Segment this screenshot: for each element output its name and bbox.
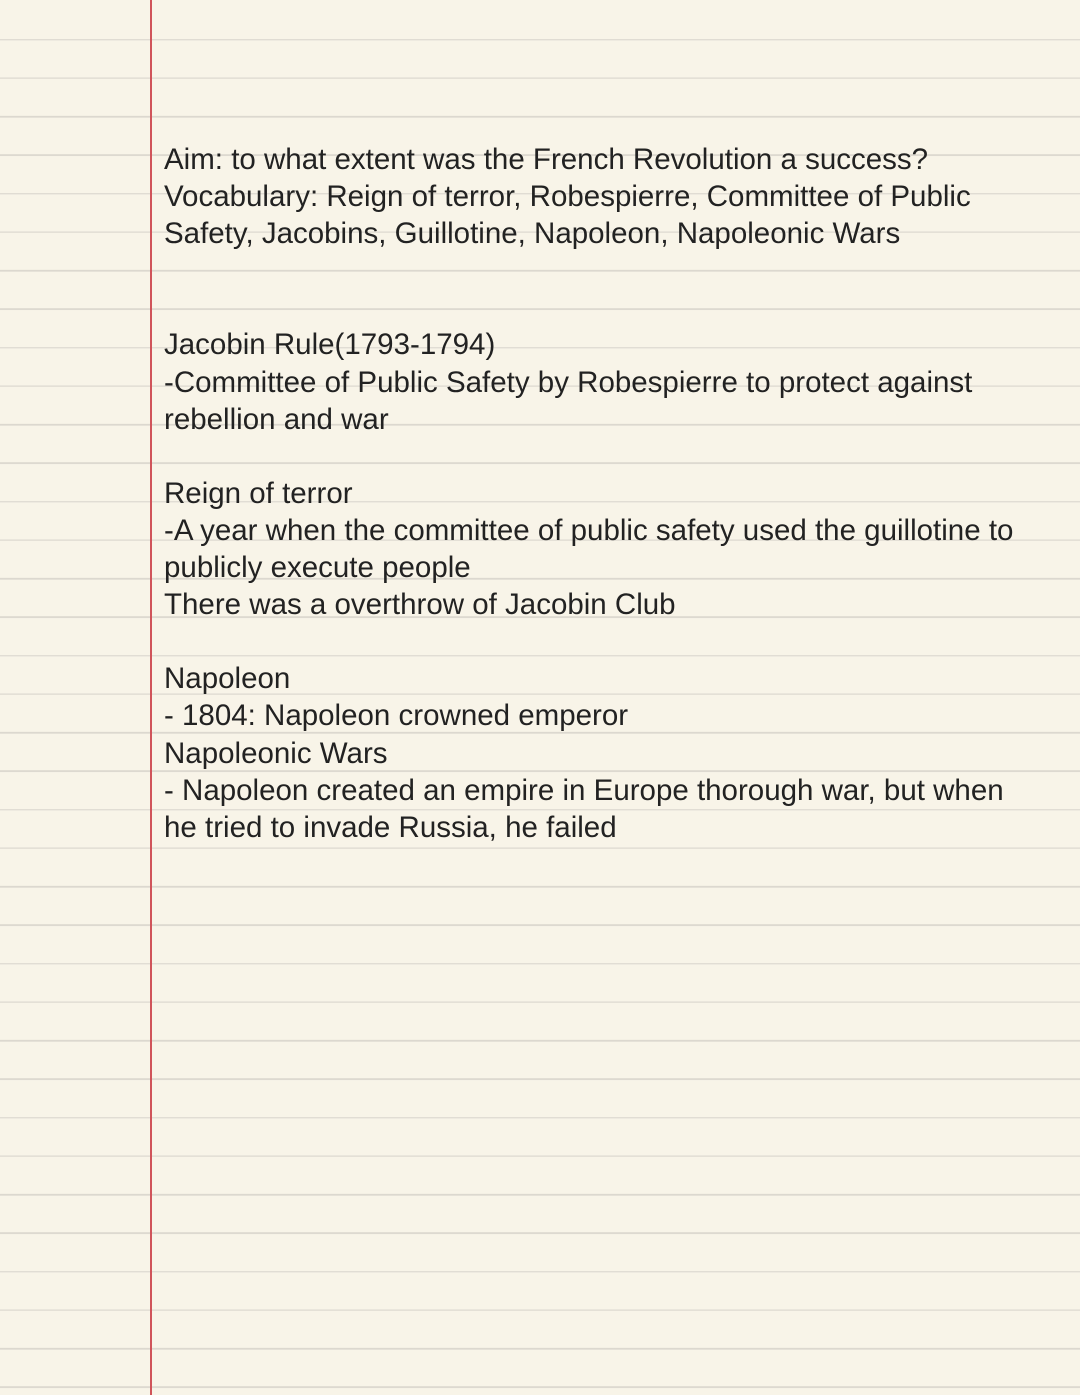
note-body — [164, 141, 1076, 846]
napoleonic-wars-heading: Napoleonic Wars — [164, 736, 388, 770]
terror-heading: Reign of terror — [164, 476, 353, 510]
vocabulary-line: Safety, Jacobins, Guillotine, Napoleon, Napoleonic Wars — [164, 217, 901, 251]
terror-line: publicly execute people — [164, 551, 471, 585]
terror-line: There was a overthrow of Jacobin Club — [164, 588, 676, 622]
blank-lines — [164, 252, 1076, 326]
aim-line: Aim: to what extent was the French Revolution a success? — [164, 143, 929, 176]
blank-line — [164, 623, 1076, 660]
napoleonic-wars-line: he tried to invade Russia, he failed — [164, 810, 617, 844]
jacobin-line: -Committee of Public Safety by Robespierre to protect against — [164, 365, 973, 399]
napoleon-heading: Napoleon — [164, 662, 291, 696]
jacobin-line: rebellion and war — [164, 402, 389, 436]
terror-line: -A year when the committee of public safety used the guillotine to — [164, 513, 1014, 547]
napoleonic-wars-line: - Napoleon created an empire in Europe thorough war, but when — [164, 773, 1004, 807]
margin-line — [150, 0, 152, 1395]
vocabulary-line: Vocabulary: Reign of terror, Robespierre, Committee of Public — [164, 180, 971, 214]
napoleon-line: - 1804: Napoleon crowned emperor — [164, 699, 629, 733]
blank-line — [164, 438, 1076, 475]
jacobin-heading: Jacobin Rule(1793-1794) — [164, 328, 496, 362]
